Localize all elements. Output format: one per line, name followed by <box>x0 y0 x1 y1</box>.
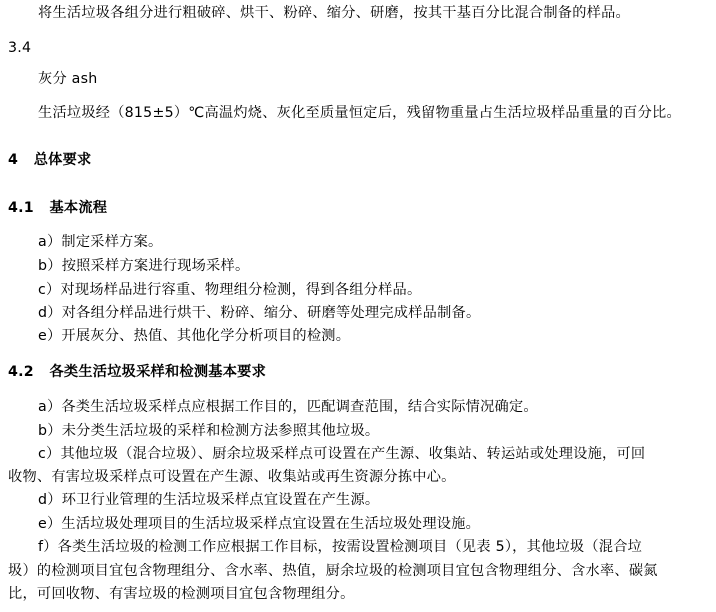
list-item: d）环卫行业管理的生活垃圾采样点宜设置在产生源。 <box>38 492 380 508</box>
section-4-2-title: 各类生活垃圾采样和检测基本要求 <box>49 364 267 380</box>
list-item: e）生活垃圾处理项目的生活垃圾采样点宜设置在生活垃圾处理设施。 <box>38 516 481 532</box>
list-item: f）各类生活垃圾的检测工作应根据工作目标，按需设置检测项目（见表 5），其他垃圾（混合垃 <box>38 539 643 555</box>
list-item-continuation: 比，可回收物、有害垃圾的检测项目宜包含物理组分。 <box>8 586 355 602</box>
intro-paragraph: 将生活垃圾各组分进行粗破碎、烘干、粉碎、缩分、研磨，按其干基百分比混合制备的样品。 <box>38 5 630 21</box>
section-4-1-title: 基本流程 <box>49 200 108 216</box>
list-item: c）对现场样品进行容重、物理组分检测，得到各组分样品。 <box>38 282 422 298</box>
section-4-2-number: 4.2 <box>8 364 34 380</box>
section-4-title: 总体要求 <box>33 152 92 168</box>
list-item: a）各类生活垃圾采样点应根据工作目的，匹配调查范围，结合实际情况确定。 <box>38 399 538 415</box>
term-definition: 生活垃圾经（815±5）℃高温灼烧、灰化至质量恒定后，残留物重量占生活垃圾样品重量的百分比。 <box>38 105 681 121</box>
list-item: b）按照采样方案进行现场采样。 <box>38 258 250 274</box>
section-4-heading <box>8 150 91 170</box>
list-item: b）未分类生活垃圾的采样和检测方法参照其他垃圾。 <box>38 423 380 439</box>
section-4-number: 4 <box>8 152 19 168</box>
list-item: a）制定采样方案。 <box>38 234 163 250</box>
section-4-1-number: 4.1 <box>8 200 34 216</box>
section-3-4-number: 3.4 <box>8 40 32 56</box>
list-item-continuation: 收物、有害垃圾采样点可设置在产生源、收集站或再生资源分拣中心。 <box>8 469 456 485</box>
list-item: d）对各组分样品进行烘干、粉碎、缩分、研磨等处理完成样品制备。 <box>38 305 481 321</box>
list-item-continuation: 圾）的检测项目宜包含物理组分、含水率、热值，厨余垃圾的检测项目宜包含物理组分、含水率、碳氮 <box>8 563 658 579</box>
list-item: e）开展灰分、热值、其他化学分析项目的检测。 <box>38 328 351 344</box>
list-item: c）其他垃圾（混合垃圾）、厨余垃圾采样点可设置在产生源、收集站、转运站或处理设施，可回 <box>38 446 646 462</box>
term-heading: 灰分 ash <box>38 71 98 87</box>
section-4-1-heading <box>8 198 107 218</box>
section-4-2-heading <box>8 362 266 382</box>
